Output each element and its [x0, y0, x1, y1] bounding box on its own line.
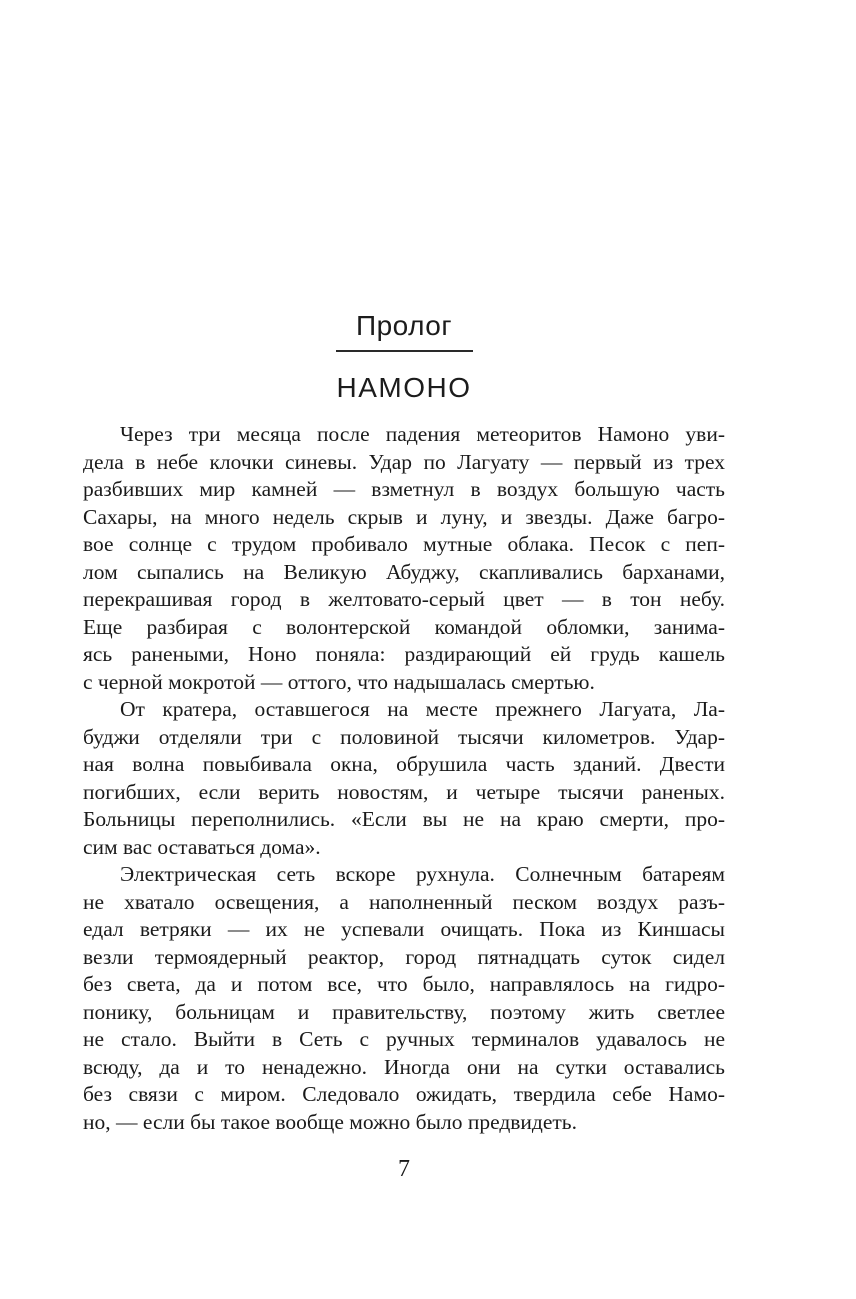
text-line: Через три месяца после падения метеоритов Намоно уви-	[120, 422, 725, 446]
paragraph	[83, 861, 725, 1136]
text-line: не хватало освещения, а наполненный песком воздух разъ-	[83, 889, 725, 914]
text-line: лом сыпались на Великую Абуджу, скапливались барханами,	[83, 559, 725, 584]
text-line: ная волна повыбивала окна, обрушила часть зданий. Двести	[83, 752, 725, 776]
text-line: но, — если бы такое вообще можно было предвидеть.	[83, 1109, 577, 1134]
text-line: Больницы переполнились. «Если вы не на краю смерти, про-	[83, 807, 725, 831]
text-line: без связи с миром. Следовало ожидать, твердила себе Намо-	[83, 1082, 725, 1106]
text-line: ясь ранеными, Ноно поняла: раздирающий ей грудь кашель	[83, 642, 725, 666]
text-line: без света, да и потом все, что было, направлялось на гидро-	[83, 972, 725, 996]
paragraph	[83, 696, 725, 861]
chapter-front-matter	[83, 312, 725, 402]
page-number: 7	[398, 1156, 410, 1182]
text-line: разбивших мир камней — взметнул в воздух большую часть	[83, 477, 725, 501]
text-line: сим вас оставаться дома».	[83, 834, 321, 859]
text-line: едал ветряки — их не успевали очищать. Пока из Киншасы	[83, 917, 725, 941]
text-line: буджи отделяли три с половиной тысячи километров. Удар-	[83, 724, 725, 749]
text-line: дела в небе клочки синевы. Удар по Лагуату — первый из трех	[83, 449, 725, 474]
text-line: вое солнце с трудом пробивало мутные облака. Песок с пеп-	[83, 532, 725, 556]
heading-divider	[336, 350, 473, 352]
section-title: Пролог	[355, 310, 453, 341]
text-line: Еще разбирая с волонтерской командой обломки, занима-	[83, 614, 725, 639]
body-text	[83, 421, 725, 1136]
text-line: понику, больницам и правительству, поэтому жить светлее	[83, 999, 725, 1024]
paragraph	[83, 421, 725, 696]
text-line: перекрашивая город в желтовато-серый цвет — в тон небу.	[83, 587, 725, 611]
text-line: Сахары, на много недель скрыв и луну, и звезды. Даже багро-	[83, 504, 725, 529]
text-line: не стало. Выйти в Сеть с ручных терминалов удавалось не	[83, 1027, 725, 1051]
text-line: везли термоядерный реактор, город пятнадцать суток сидел	[83, 944, 725, 969]
chapter-title: НАМОНО	[336, 372, 472, 403]
text-line: с черной мокротой — оттого, что надышалась смертью.	[83, 669, 595, 694]
text-line: Электрическая сеть вскоре рухнула. Солнечным батареям	[120, 862, 725, 886]
text-line: От кратера, оставшегося на месте прежнего Лагуата, Ла-	[120, 697, 725, 721]
text-line: всюду, да и то ненадежно. Иногда они на сутки оставались	[83, 1054, 725, 1079]
text-line: погибших, если верить новостям, и четыре тысячи раненых.	[83, 779, 725, 804]
